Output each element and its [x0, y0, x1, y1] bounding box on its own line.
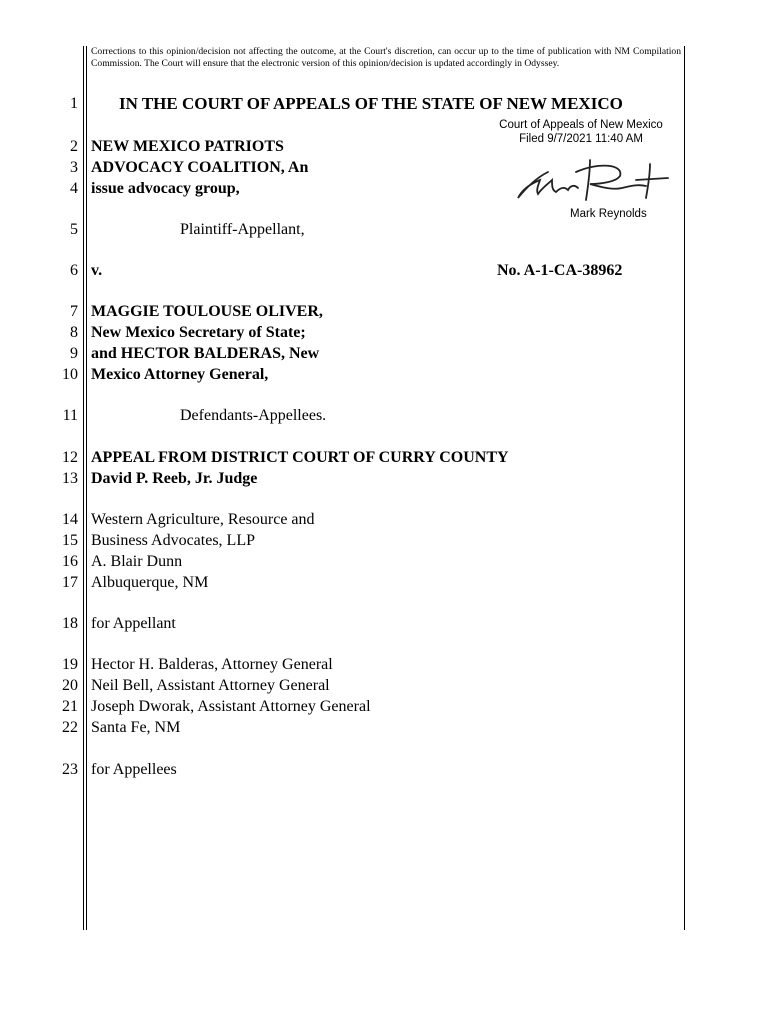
appellant-counsel: Albuquerque, NM	[91, 574, 209, 591]
line-number: 11	[62, 407, 78, 424]
appellee-label: for Appellees	[91, 761, 177, 778]
filing-court: Court of Appeals of New Mexico	[499, 119, 663, 131]
left-margin-rule	[83, 46, 84, 930]
line-number: 5	[70, 221, 78, 238]
corrections-notice: Corrections to this opinion/decision not affecting the outcome, at the Court's discretion, can occur up to the time of publication with NM Compilation Commission. The Court will ensure that the electronic version of this opinion/decision is updated accordingly in Odyssey.	[91, 46, 681, 69]
signer-name: Mark Reynolds	[570, 208, 647, 220]
versus: v.	[91, 262, 103, 279]
defendant-name: MAGGIE TOULOUSE OLIVER,	[91, 303, 323, 320]
line-number: 6	[70, 262, 78, 279]
line-number: 21	[62, 698, 78, 715]
line-number: 14	[62, 511, 78, 528]
filing-date: Filed 9/7/2021 11:40 AM	[519, 133, 643, 145]
line-number: 22	[62, 719, 78, 736]
line-number: 16	[62, 553, 78, 570]
line-number: 1	[70, 95, 78, 112]
defendant-role: Defendants-Appellees.	[180, 407, 327, 424]
line-number: 4	[70, 180, 78, 197]
right-margin-rule	[684, 46, 685, 930]
appellee-counsel: Santa Fe, NM	[91, 719, 181, 736]
line-number: 3	[70, 159, 78, 176]
line-number: 15	[62, 532, 78, 549]
line-number: 8	[70, 324, 78, 341]
plaintiff-name: NEW MEXICO PATRIOTS	[91, 138, 284, 155]
filing-stamp	[490, 118, 672, 146]
line-number: 20	[62, 677, 78, 694]
defendant-name: Mexico Attorney General,	[91, 366, 269, 383]
judge-name: David P. Reeb, Jr. Judge	[91, 470, 258, 487]
appeal-source: APPEAL FROM DISTRICT COURT OF CURRY COUNTY	[91, 449, 509, 466]
line-number: 12	[62, 449, 78, 466]
line-number: 19	[62, 656, 78, 673]
plaintiff-name: ADVOCACY COALITION, An	[91, 159, 309, 176]
left-margin-rule-inner	[86, 46, 87, 930]
line-number: 13	[62, 470, 78, 487]
appellant-label: for Appellant	[91, 615, 176, 632]
plaintiff-name: issue advocacy group,	[91, 180, 240, 197]
appellant-counsel: Western Agriculture, Resource and	[91, 511, 315, 528]
appellant-counsel: A. Blair Dunn	[91, 553, 183, 570]
appellee-counsel: Joseph Dworak, Assistant Attorney General	[91, 698, 371, 715]
court-title: IN THE COURT OF APPEALS OF THE STATE OF NEW MEXICO	[119, 94, 623, 113]
line-number: 2	[70, 138, 78, 155]
plaintiff-role: Plaintiff-Appellant,	[180, 221, 305, 238]
line-number: 23	[62, 761, 78, 778]
appellee-counsel: Hector H. Balderas, Attorney General	[91, 656, 333, 673]
line-number: 17	[62, 574, 78, 591]
line-number: 9	[70, 345, 78, 362]
line-number: 7	[70, 303, 78, 320]
defendant-name: and HECTOR BALDERAS, New	[91, 345, 320, 362]
line-number: 10	[62, 366, 78, 383]
case-number: No. A-1-CA-38962	[497, 262, 623, 279]
appellant-counsel: Business Advocates, LLP	[91, 532, 255, 549]
appellee-counsel: Neil Bell, Assistant Attorney General	[91, 677, 330, 694]
defendant-name: New Mexico Secretary of State;	[91, 324, 306, 341]
line-number: 18	[62, 615, 78, 632]
